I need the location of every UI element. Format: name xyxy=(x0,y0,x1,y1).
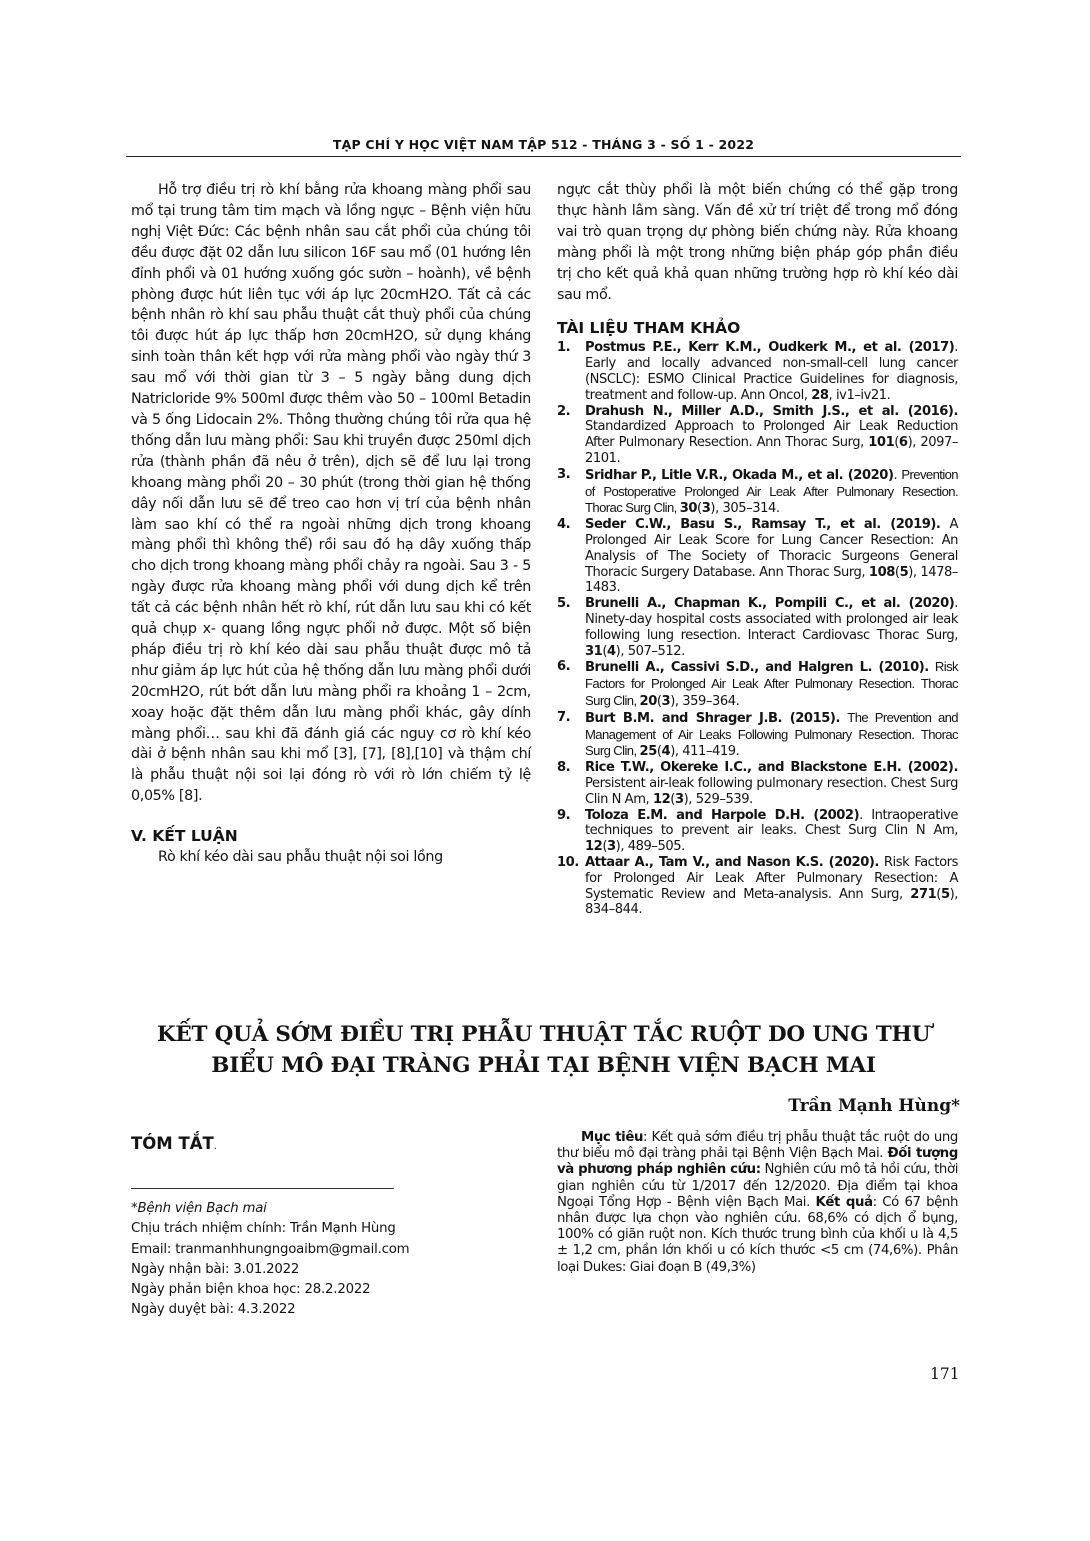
abstract-objective: : Kết quả sớm điều trị phẫu thuật tắc ruột do ung thư biểu mô đại tràng phải tại Bệnh Viện Bạch Mai. xyxy=(557,1130,958,1162)
reference-item xyxy=(557,659,958,709)
summary-heading xyxy=(131,1134,217,1153)
footnote-accepted: Ngày duyệt bài: 4.3.2022 xyxy=(131,1302,296,1318)
summary-heading-text: TÓM TẮT xyxy=(131,1134,214,1153)
right-column xyxy=(557,180,958,918)
reference-volume: 28 xyxy=(811,387,829,403)
footnotes xyxy=(131,1199,409,1321)
conclusion-paragraph-end: ngực cắt thùy phổi là một biến chứng có thể gặp trong thực hành lâm sàng. Vấn đề xử trí triệt để trong mổ đóng vai trò quan trọng dự phòng biến chứng này. Rửa khoang màng phổi là một trong những biện pháp góp phần điều trị cho kết quả khả quan những trường hợp rò khí kéo dài sau mổ. xyxy=(557,182,958,303)
reference-item xyxy=(557,404,958,467)
conclusion-text-end xyxy=(557,180,958,305)
reference-item xyxy=(557,517,958,596)
reference-number: 3. xyxy=(557,466,571,482)
page-number: 171 xyxy=(930,1365,960,1383)
reference-paren-close: ) xyxy=(908,564,913,580)
reference-number: 6. xyxy=(557,659,571,675)
reference-paren-open: ( xyxy=(894,564,900,580)
reference-authors: Seder C.W., Basu S., Ramsay T., et al. (2019). xyxy=(585,517,941,533)
reference-volume: 31 xyxy=(585,643,603,659)
reference-text: Prevention of Postoperative Prolonged Air Leak After Pulmonary Resection. Thorac Surg Clin, xyxy=(585,466,958,516)
reference-number: 1. xyxy=(557,340,571,356)
reference-separator: . xyxy=(954,340,958,356)
reference-text: Intraoperative techniques to prevent air leaks. Chest Surg Clin N Am, xyxy=(585,807,958,839)
abstract-label-results: Kết quả xyxy=(815,1194,873,1210)
reference-authors: Brunelli A., Chapman K., Pompili C., et al. (2020) xyxy=(585,596,955,612)
reference-paren-close: ) xyxy=(710,501,716,517)
reference-paren-close: ) xyxy=(949,886,955,902)
discussion-paragraph: Hỗ trợ điều trị rò khí bằng rửa khoang màng phổi sau mổ tại trung tâm tim mạch và lồng ngực – Bệnh viện hữu nghị Việt Đức: Các bệnh nhân sau cắt phổi của chúng tôi đều được đặt 02 dẫn lưu silicon 16F sau mổ (01 hướng lên đỉnh phổi và 01 hướng xuống góc sườn – hoành), về bệnh phòng được hút liên tục với áp lực 20cmH2O. Tất cả các bệnh nhân rò khí sau phẫu thuật cắt thuỳ phổi của chúng tôi được hút áp lực thấp hơn 20cmH2O, sử dụng kháng sinh toàn thân kết hợp với rửa màng phổi vào ngày thứ 3 sau mổ với thời gian từ 3 – 5 ngày bằng dung dịch Natricloride 9% 500ml được thêm vào 50 – 100ml Betadin và 5 ống Lidocain 2%. Thông thường chúng tôi rửa qua hệ thống dẫn lưu màng phổi: Sau khi truyền được 250ml dịch rửa (thành phần đã nêu ở trên), dịch sẽ để lưu lại trong khoang màng phổi 20 – 30 phút (trong thời gian hệ thống dây nối dẫn lưu sẽ để treo cao hơn vị trí của bệnh nhân làm sao khí có thể ra ngoài những dịch trong khoang màng phổi thì không thể) rồi sau đó hạ dây xuống thấp cho dịch trong khoang màng phổi chảy ra ngoài. Sau 3 - 5 ngày được rửa khoang màng phổi với dung dịch kể trên tất cả các bệnh nhân hết rò khí, rút dẫn lưu sau khi có kết quả chụp x- quang lồng ngực phổi nở được. Một số biện pháp điều trị rò khí kéo dài sau phẫu thuật được mô tả như giảm áp lực hút của hệ thống dẫn lưu màng phổi dưới 20cmH2O, rút bớt dẫn lưu màng phổi ra khoảng 1 – 2cm, xoay hoặc đặt thêm dẫn lưu màng phổi khác, gây dính màng phổi… sau khi đã đánh giá các nguy cơ rò khí kéo dài ở bệnh nhân sau khi mổ [3], [7], [8],[10] và thậm chí là phẫu thuật nội soi lại đóng rò với rò lớn chiếm tỷ lệ 0,05% [8]. xyxy=(131,182,531,805)
reference-pages: , 489–505. xyxy=(620,839,685,855)
reference-issue: 3 xyxy=(607,839,616,855)
reference-pages: , 411–419. xyxy=(674,744,740,760)
footnote-reviewed: Ngày phản biện khoa học: 28.2.2022 xyxy=(131,1282,371,1298)
reference-issue: 3 xyxy=(701,501,711,517)
reference-number: 2. xyxy=(557,403,571,419)
reference-paren-open: ( xyxy=(670,791,675,807)
reference-issue: 6 xyxy=(898,435,908,451)
footnote-responsible: Chịu trách nhiệm chính: Trần Mạnh Hùng xyxy=(131,1221,396,1237)
article-author: Trần Mạnh Hùng* xyxy=(788,1096,960,1116)
abstract-results: : Có 67 bệnh nhân được lựa chọn vào nghiên cứu. 68,6% có dịch ổ bụng, 100% có giãn ruột non. Kích thước trung bình của khối u là 4,5 ± 1,2 cm, phần lớn khối u có kích thước <5 cm (74,6%). Phân loại Dukes: Giai đoạn B (49,3%) xyxy=(557,1194,958,1275)
conclusion-paragraph-start: Rò khí kéo dài sau phẫu thuật nội soi lồng xyxy=(158,849,443,866)
reference-text: Risk Factors for Prolonged Air Leak After Pulmonary Resection. Thorac Surg Clin, xyxy=(585,659,958,708)
reference-volume: 12 xyxy=(585,839,603,855)
reference-paren-open: ( xyxy=(602,839,607,855)
reference-pages: , 507–512. xyxy=(620,643,685,659)
footnote-email: Email: tranmanhhungngoaibm@gmail.com xyxy=(131,1241,410,1257)
reference-authors: Drahush N., Miller A.D., Smith J.S., et al. (2016). xyxy=(585,403,958,419)
reference-item xyxy=(557,340,958,403)
reference-issue: 5 xyxy=(899,564,909,580)
abstract-methods: Nghiên cứu mô tả hồi cứu, thời gian nghiên cứu từ 1/2017 đến 12/2020. Địa điểm tại khoa Ngoại Tổng Hợp - Bệnh viện Bạch Mai. xyxy=(557,1162,958,1210)
reference-issue: 4 xyxy=(661,744,671,760)
reference-authors: Postmus P.E., Kerr K.M., Oudkerk M., et al. (2017) xyxy=(585,340,955,356)
reference-pages: , 305–314. xyxy=(715,501,780,517)
reference-authors: Toloza E.M. and Harpole D.H. (2002) xyxy=(585,807,860,823)
footnote-affiliation: *Bệnh viện Bạch mai xyxy=(131,1201,267,1216)
reference-paren-open: ( xyxy=(894,435,899,451)
reference-authors: Burt B.M. and Shrager J.B. (2015). xyxy=(585,710,840,726)
references-list xyxy=(557,340,958,918)
reference-volume: 271 xyxy=(910,886,937,902)
reference-volume: 108 xyxy=(868,564,895,580)
reference-number: 7. xyxy=(557,709,571,725)
reference-text: Standardized Approach to Prolonged Air Leak Reduction After Pulmonary Resection. Ann Thorac Surg, xyxy=(585,419,958,451)
footnote-rule xyxy=(131,1188,394,1189)
reference-volume: 30 xyxy=(679,501,698,517)
reference-volume: 25 xyxy=(639,744,657,760)
reference-pages: , 529–539. xyxy=(688,791,753,807)
reference-paren-open: ( xyxy=(697,501,702,517)
reference-issue: 3 xyxy=(674,791,684,807)
abstract-text xyxy=(557,1130,958,1276)
reference-text: A Prolonged Air Leak Score for Lung Cancer Resection: An Analysis of The Society of Thoracic Surgeons General Thoracic Surgery Database. Ann Thorac Surg, xyxy=(585,517,958,580)
reference-volume: 20 xyxy=(639,693,657,709)
reference-paren-close: ) xyxy=(670,744,675,760)
reference-pages: , 2097–2101. xyxy=(585,435,958,467)
reference-number: 5. xyxy=(557,596,571,612)
reference-item xyxy=(557,808,958,855)
reference-paren-open: ( xyxy=(602,643,607,659)
reference-volume: 101 xyxy=(868,435,895,451)
reference-pages: , 834–844. xyxy=(585,886,958,918)
reference-authors: Attaar A., Tam V., and Nason K.S. (2020). xyxy=(585,854,879,870)
article-title-line-1: KẾT QUẢ SỚM ĐIỀU TRỊ PHẪU THUẬT TẮC RUỘT DO UNG THƯ xyxy=(156,1022,931,1047)
reference-text: Early and locally advanced non-small-cell lung cancer (NSCLC): ESMO Clinical Practice Guidelines for diagnosis, treatment and follow-up. Ann Oncol, xyxy=(585,356,958,403)
references-heading: TÀI LIỆU THAM KHẢO xyxy=(557,319,741,338)
reference-text: Risk Factors for Prolonged Air Leak After Pulmonary Resection: A Systematic Review and Meta-analysis. Ann Surg, xyxy=(585,854,958,902)
article-title xyxy=(126,1019,961,1081)
reference-item xyxy=(557,467,958,517)
reference-text: The Prevention and Management of Air Leaks Following Pulmonary Resection. Thorac Surg Clin, xyxy=(585,709,958,759)
header-rule xyxy=(126,156,961,157)
reference-number: 4. xyxy=(557,517,571,533)
reference-volume: 12 xyxy=(652,791,671,807)
reference-text: Persistent air-leak following pulmonary resection. Chest Surg Clin N Am, xyxy=(585,775,958,807)
reference-separator: . xyxy=(954,596,958,612)
article-title-line-2: BIỂU MÔ ĐẠI TRÀNG PHẢI TẠI BỆNH VIỆN BẠCH MAI xyxy=(211,1053,876,1078)
reference-authors: Sridhar P., Litle V.R., Okada M., et al. (2020) xyxy=(585,467,894,483)
reference-item xyxy=(557,596,958,659)
reference-text: Ninety-day hospital costs associated with prolonged air leak following lung resection. Interact Cardiovasc Thorac Surg, xyxy=(585,611,958,643)
footnote-received: Ngày nhận bài: 3.01.2022 xyxy=(131,1261,300,1277)
reference-paren-close: ) xyxy=(615,839,621,855)
discussion-text xyxy=(131,180,531,807)
reference-separator: . xyxy=(859,807,872,823)
reference-number: 9. xyxy=(557,807,571,823)
reference-item xyxy=(557,855,958,918)
reference-number: 10. xyxy=(557,854,579,870)
reference-paren-close: ) xyxy=(615,643,621,659)
abstract-label-objective: Mục tiêu xyxy=(581,1130,644,1145)
reference-number: 8. xyxy=(557,760,571,776)
conclusion-text-start xyxy=(131,847,531,868)
reference-item xyxy=(557,710,958,760)
reference-separator: . xyxy=(893,467,902,483)
reference-issue: 5 xyxy=(940,886,950,902)
reference-issue: 3 xyxy=(661,693,671,709)
left-column xyxy=(131,180,531,868)
summary-heading-dot: . xyxy=(213,1141,217,1152)
reference-paren-close: ) xyxy=(907,435,913,451)
reference-paren-open: ( xyxy=(656,744,662,760)
reference-item xyxy=(557,760,958,807)
conclusion-heading: V. KẾT LUẬN xyxy=(131,827,238,846)
abstract-label-methods: Đối tượng và phương pháp nghiên cứu: xyxy=(557,1146,958,1178)
reference-paren-open: ( xyxy=(936,886,941,902)
reference-pages: , 1478–1483. xyxy=(585,564,959,596)
journal-header: TẠP CHÍ Y HỌC VIỆT NAM TẬP 512 - THÁNG 3 - SỐ 1 - 2022 xyxy=(332,137,755,152)
reference-pages: , 359–364. xyxy=(674,693,740,709)
reference-authors: Brunelli A., Cassivi S.D., and Halgren L. (2010). xyxy=(585,660,929,676)
reference-paren-close: ) xyxy=(670,693,675,709)
reference-paren-open: ( xyxy=(656,693,662,709)
reference-authors: Rice T.W., Okereke I.C., and Blackstone E.H. (2002). xyxy=(585,760,958,776)
reference-issue: 4 xyxy=(607,643,616,659)
reference-paren-close: ) xyxy=(683,791,689,807)
reference-pages: , iv1–iv21. xyxy=(828,387,891,403)
